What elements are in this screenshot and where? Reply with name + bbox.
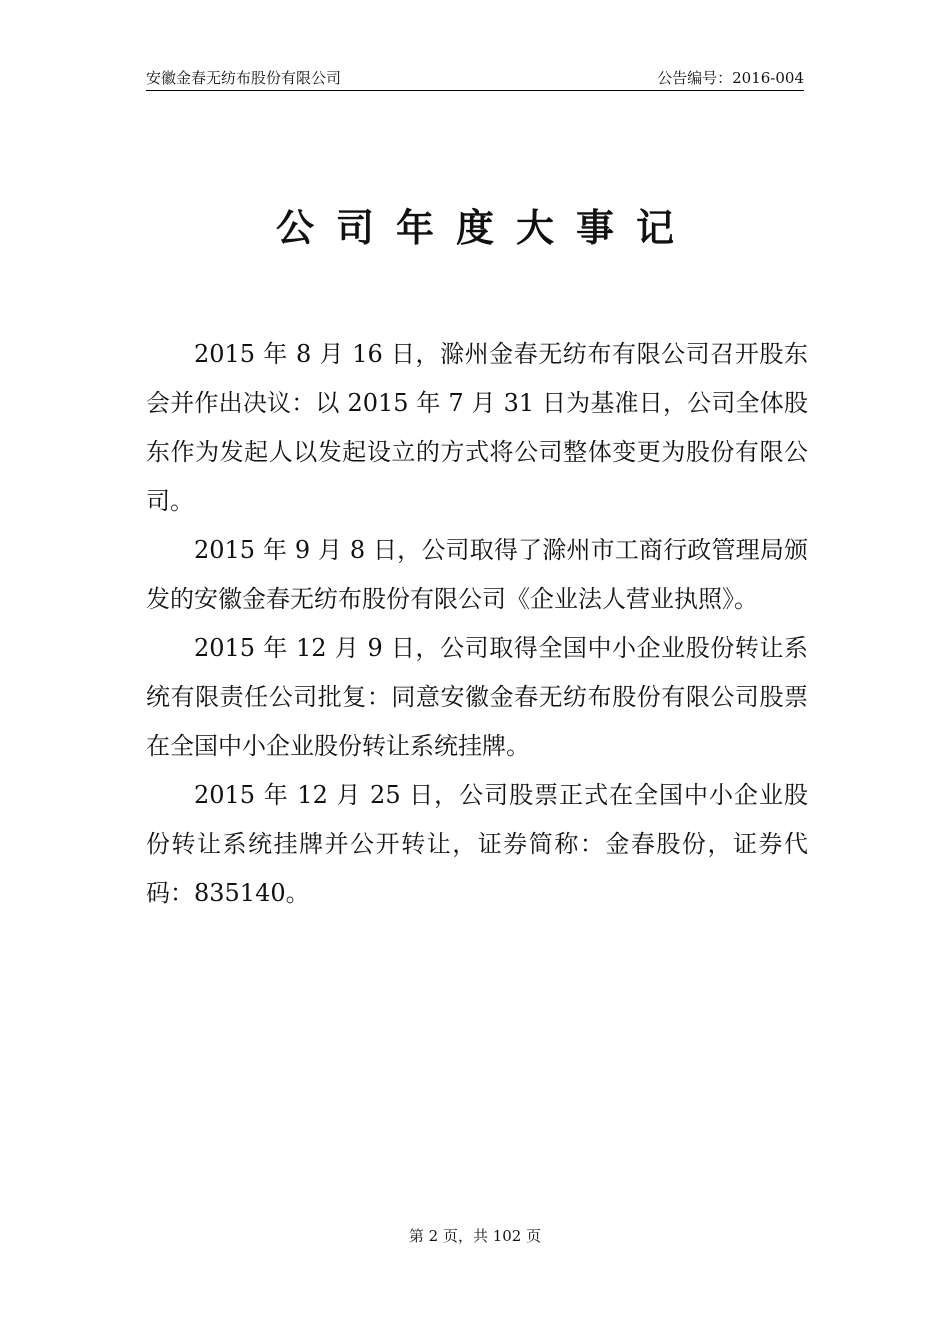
paragraph-4: 2015 年 12 月 25 日，公司股票正式在全国中小企业股份转让系统挂牌并公开转让，证券简称：金春股份，证券代码：835140。 bbox=[146, 781, 808, 907]
page-header bbox=[146, 68, 804, 91]
page-title: 公司年度大事记 bbox=[275, 206, 696, 250]
page-number: 第 2 页，共 102 页 bbox=[408, 1227, 542, 1245]
header-company-name: 安徽金春无纺布股份有限公司 bbox=[146, 69, 342, 87]
document-body bbox=[146, 330, 808, 918]
header-notice-number: 公告编号：2016-004 bbox=[657, 69, 804, 87]
page-footer bbox=[0, 1226, 950, 1246]
paragraph-3: 2015 年 12 月 9 日，公司取得全国中小企业股份转让系统有限责任公司批复：同意安徽金春无纺布股份有限公司股票在全国中小企业股份转让系统挂牌。 bbox=[146, 634, 808, 760]
paragraph-2: 2015 年 9 月 8 日，公司取得了滁州市工商行政管理局颁发的安徽金春无纺布股份有限公司《企业法人营业执照》。 bbox=[146, 536, 808, 613]
paragraph-1: 2015 年 8 月 16 日，滁州金春无纺布有限公司召开股东会并作出决议：以 2015 年 7 月 31 日为基准日，公司全体股东作为发起人以发起设立的方式将公司整体变更为股份有限公司。 bbox=[146, 340, 808, 515]
